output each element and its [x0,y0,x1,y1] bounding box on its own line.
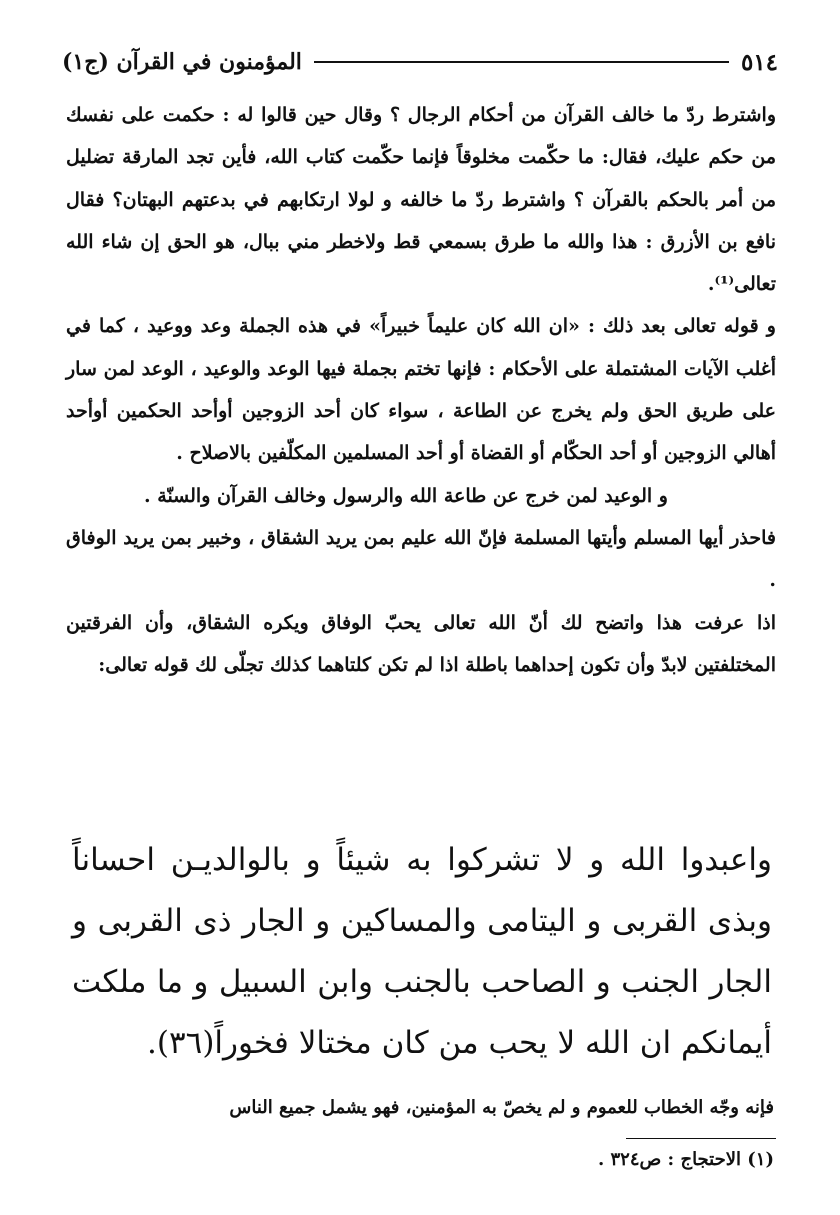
footnote-rule [626,1138,776,1139]
paragraph-2: و قوله تعالى بعد ذلك : «ان الله كان عليماً خبيراً» في هذه الجملة وعد ووعيد ، كما في أغلب الآيات المشتملة على الأحكام : فإنها تختم بجملة فيها الوعد والوعيد ، الوعد لمن سار على طريق الحق ولم يخرج عن الطاعة ، سواء كان أحد الزوجين أوأحد الحكمين أوأحد أهالي الزوجين أو أحد الحكّام أو القضاة أو أحد المسلمين المكلّفين بالاصلاح . [66,315,776,465]
paragraph-1: واشترط ردّ ما خالف القرآن من أحكام الرجال ؟ وقال حين قالوا له : حكمت على نفسك من حكم عليك، فقال: ما حكّمت مخلوقاً فإنما حكّمت كتاب الله، فأين تجد المارقة تضليل من أمر بالحكم بالقرآن ؟ واشترط ردّ ما خالفه و لولا ارتكابهم في بدعتهم البهتان؟ فقال نافع بن الأزرق : هذا والله ما طرق بسمعي قط ولاخطر مني ببال، هو الحق إن شاء الله تعالى⁽¹⁾. [66,104,776,296]
paragraph-4: فاحذر أيها المسلم وأيتها المسلمة فإنّ الله عليم بمن يريد الشقاق ، وخبير بمن يريد الوفاق . [66,526,776,592]
page-header [62,42,778,82]
paragraph-3: و الوعيد لمن خرج عن طاعة الله والرسول وخالف القرآن والسنّة . [144,484,668,507]
page-number: ٥١٤ [740,48,778,76]
quran-verse: واعبدوا الله و لا تشركوا به شيئاً و بالوالديـن احساناً وبذى القربى و اليتامى والمساكين و الجار ذى القربى و الجار الجنب و الصاحب بالجنب وابن السبيل و ما ملكت أيمانكم ان الله لا يحب من كان مختالا فخوراً(٣٦). [72,842,772,1061]
closing-paragraph: فإنه وجّه الخطاب للعموم و لم يخصّ به المؤمنين، فهو يشمل جميع الناس [229,1097,774,1118]
running-title: المؤمنون في القرآن (ج١) [62,49,302,75]
body-text [66,94,776,686]
paragraph-5: اذا عرفت هذا واتضح لك أنّ الله تعالى يحبّ الوفاق ويكره الشقاق، وأن الفرقتين المختلفتين لابدّ وأن تكون إحداهما باطلة اذا لم تكن كلتاهما كذلك تجلّى لك قوله تعالى: [66,611,776,676]
header-rule [314,61,729,63]
footnote: (١) الاحتجاج : ص٣٢٤ . [597,1149,774,1170]
